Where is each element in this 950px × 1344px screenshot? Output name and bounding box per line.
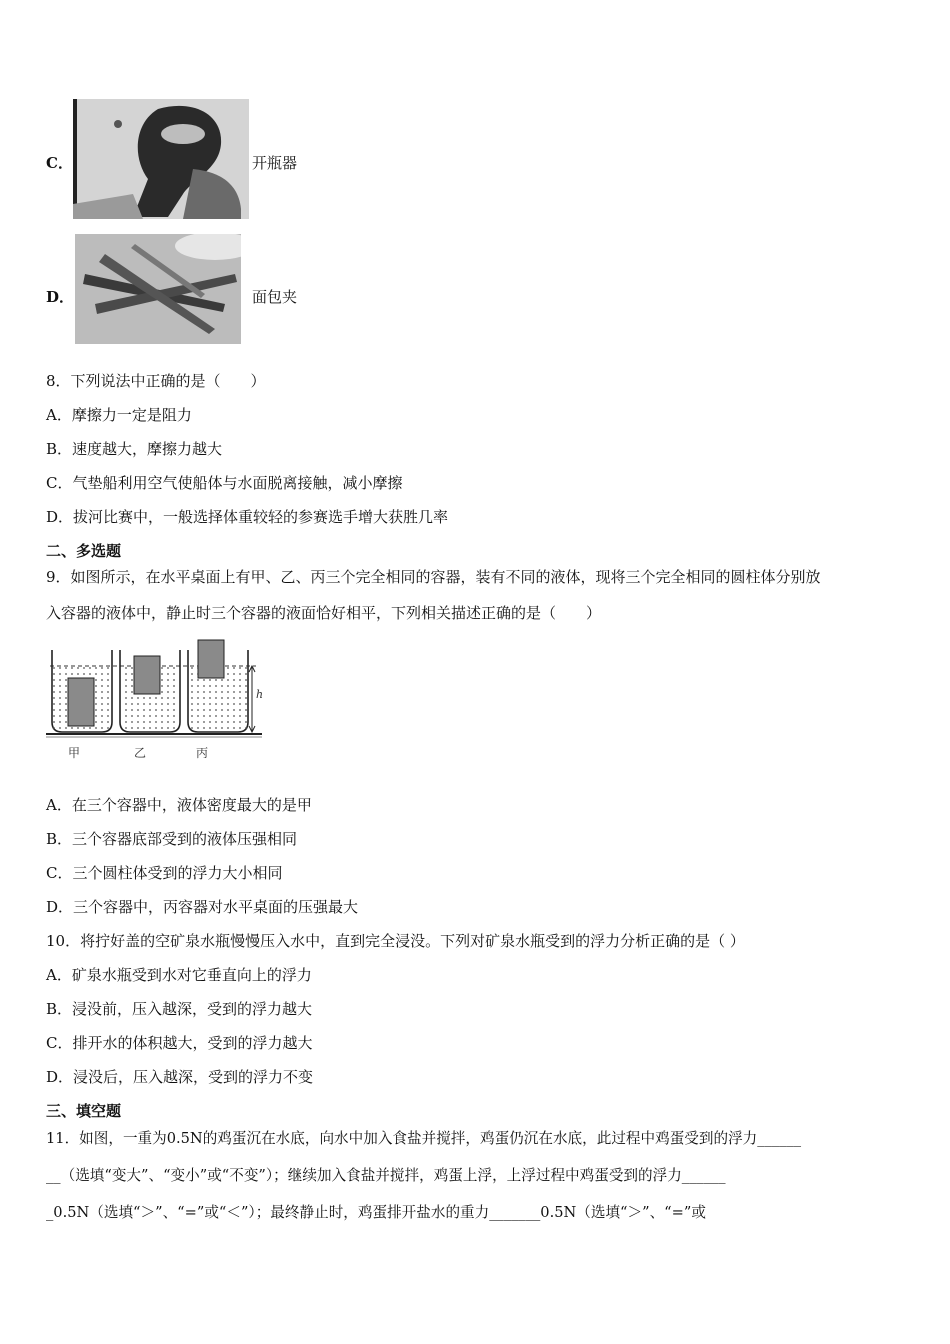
- q9-option-d: D．三个容器中，丙容器对水平桌面的压强最大: [46, 898, 359, 916]
- q9-figure-containers: [46, 636, 276, 766]
- q9-stem-line2: 入容器的液体中，静止时三个容器的液面恰好相平，下列相关描述正确的是（ ）: [46, 604, 602, 622]
- option-d-text: 面包夹: [252, 288, 298, 306]
- q11-line3: _0.5N（选填“＞”、“=”或“＜”）；最终静止时，鸡蛋排开盐水的重力_______0.5N（选填“＞”、“=”或: [46, 1204, 706, 1221]
- q8-stem: 8．下列说法中正确的是（ ）: [46, 372, 266, 390]
- q10-option-a: A．矿泉水瓶受到水对它垂直向上的浮力: [46, 966, 312, 984]
- q9-option-b: B．三个容器底部受到的液体压强相同: [46, 830, 298, 848]
- q11-line1: 11．如图，一重为0.5N的鸡蛋沉在水底，向水中加入食盐并搅拌，鸡蛋仍沉在水底，此过程中鸡蛋受到的浮力______: [46, 1130, 802, 1147]
- q8-option-d: D．拔河比赛中，一般选择体重较轻的参赛选手增大获胜几率: [46, 508, 449, 526]
- q9-option-a: A．在三个容器中，液体密度最大的是甲: [46, 796, 312, 814]
- q8-option-b: B．速度越大，摩擦力越大: [46, 440, 223, 458]
- q10-stem: 10．将拧好盖的空矿泉水瓶慢慢压入水中，直到完全浸没。下列对矿泉水瓶受到的浮力分析正确的是（ ）: [46, 932, 745, 950]
- option-c-text: 开瓶器: [252, 154, 298, 172]
- q11-line2: __（选填“变大”、“变小”或“不变”）；继续加入食盐并搅拌，鸡蛋上浮，上浮过程中鸡蛋受到的浮力______: [46, 1167, 726, 1184]
- bread-tongs-image: [75, 234, 241, 344]
- fig-label-h: h: [256, 688, 264, 701]
- fig-label-jia: 甲: [68, 746, 81, 760]
- option-d-label: D．: [46, 288, 75, 306]
- section-fill-blank-heading: 三、填空题: [46, 1102, 122, 1120]
- q10-option-b: B．浸没前，压入越深，受到的浮力越大: [46, 1000, 313, 1018]
- q10-option-d: D．浸没后，压入越深，受到的浮力不变: [46, 1068, 314, 1086]
- fig-label-yi: 乙: [134, 746, 147, 760]
- q9-option-c: C．三个圆柱体受到的浮力大小相同: [46, 864, 283, 882]
- section-multi-choice-heading: 二、多选题: [46, 542, 122, 560]
- q9-stem-line1: 9．如图所示，在水平桌面上有甲、乙、丙三个完全相同的容器，装有不同的液体，现将三个完全相同的圆柱体分别放: [46, 568, 821, 586]
- option-c-label: C．: [46, 154, 73, 172]
- bottle-opener-image: [73, 99, 249, 219]
- q8-option-a: A．摩擦力一定是阻力: [46, 406, 192, 424]
- fig-label-bing: 丙: [196, 746, 209, 760]
- q10-option-c: C．排开水的体积越大，受到的浮力越大: [46, 1034, 313, 1052]
- q8-option-c: C．气垫船利用空气使船体与水面脱离接触，减小摩擦: [46, 474, 403, 492]
